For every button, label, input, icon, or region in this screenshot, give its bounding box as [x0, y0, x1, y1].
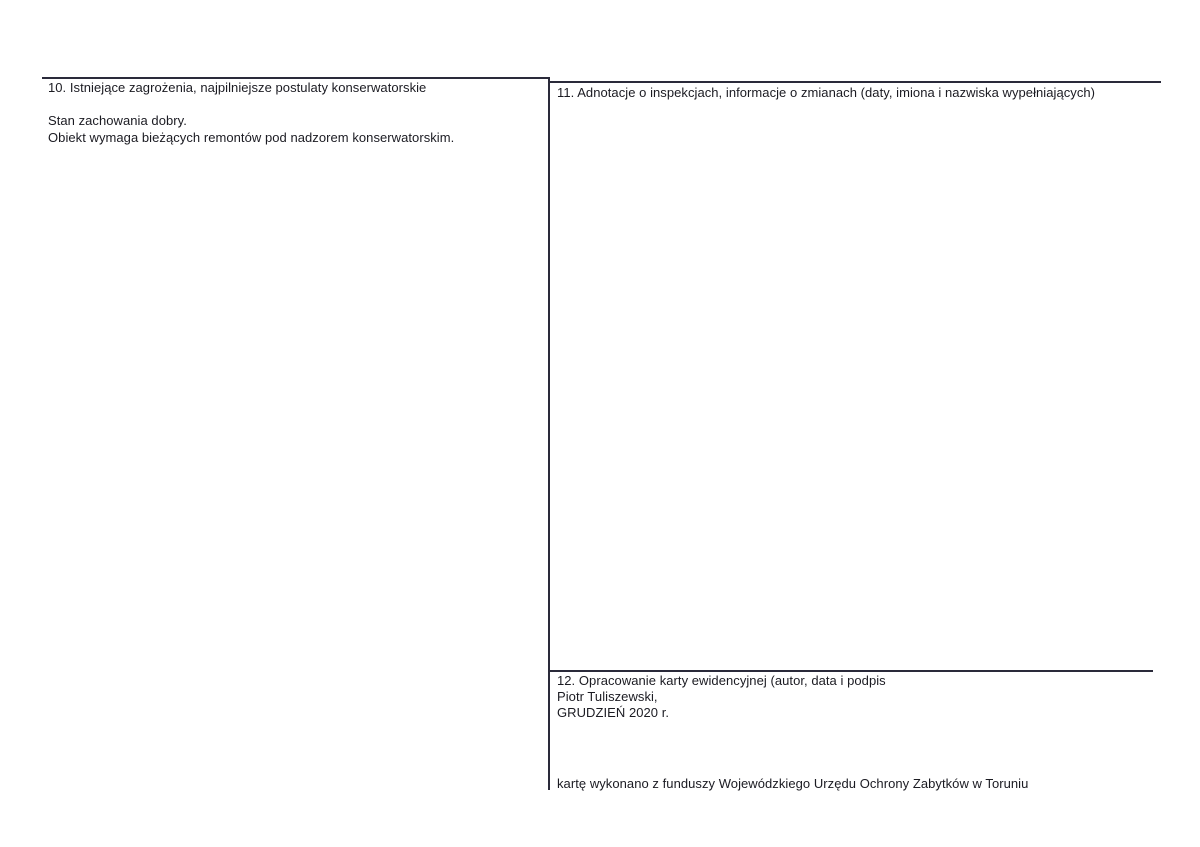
- recommendation-text: Obiekt wymaga bieżących remontów pod nadzorem konserwatorskim.: [48, 130, 455, 145]
- condition-text: Stan zachowania dobry.: [48, 113, 187, 128]
- author-name: Piotr Tuliszewski,: [557, 689, 658, 704]
- top-rule-left: [42, 77, 548, 79]
- section-10-heading: 10. Istniejące zagrożenia, najpilniejsze postulaty konserwatorskie: [48, 80, 427, 95]
- funding-footer: kartę wykonano z funduszy Wojewódzkiego Urzędu Ochrony Zabytków w Toruniu: [557, 776, 1029, 791]
- section-12-heading: 12. Opracowanie karty ewidencyjnej (autor, data i podpis: [557, 673, 886, 688]
- author-date: GRUDZIEŃ 2020 r.: [557, 705, 670, 720]
- top-rule-right: [549, 81, 1161, 83]
- section-12-rule: [549, 670, 1153, 672]
- column-divider: [548, 77, 550, 790]
- section-11-heading: 11. Adnotacje o inspekcjach, informacje o zmianach (daty, imiona i nazwiska wypełniających): [557, 85, 1096, 100]
